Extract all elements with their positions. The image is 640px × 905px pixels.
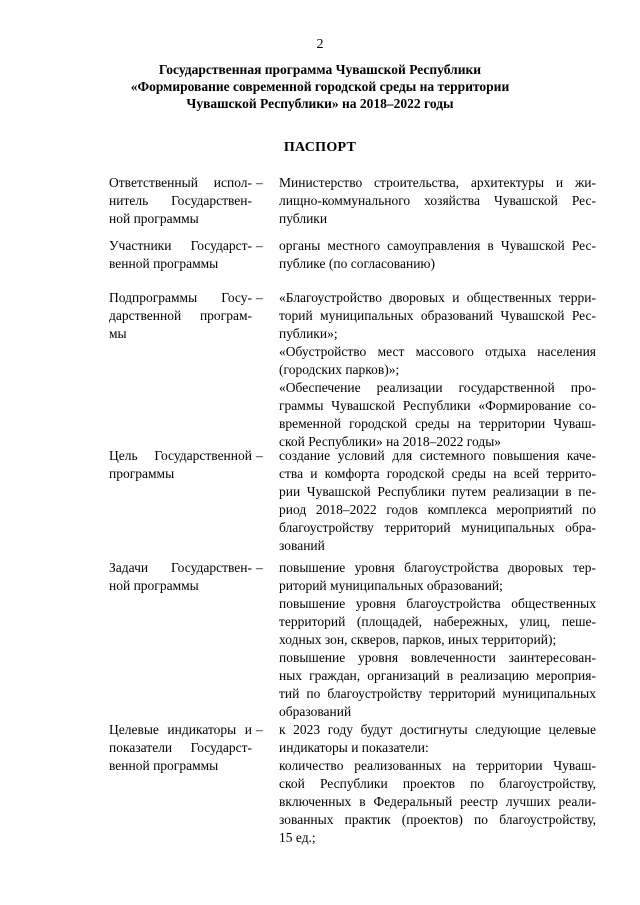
- row-value-line: торий муниципальных образований Чувашской Рес-: [279, 308, 596, 323]
- row-dash: –: [256, 722, 263, 737]
- row-value-line: зований: [279, 538, 325, 553]
- row-label-line: венной программы: [109, 758, 219, 773]
- row-label: [109, 721, 252, 775]
- row-value-line: граммы Чувашской Республики «Формирование со-: [279, 398, 596, 413]
- row-value-line: органы местного самоуправления в Чувашской Рес-: [279, 238, 596, 253]
- row-value-line: к 2023 году будут достигнуты следующие целевые: [279, 722, 596, 737]
- row-label-line: Ответственный испол-: [109, 175, 252, 190]
- row-dash: –: [256, 175, 263, 190]
- row-value-line: ства и комфорта городской среды на всей террито-: [279, 466, 596, 481]
- row-value-line: количество реализованных на территории Чуваш-: [279, 758, 596, 773]
- row-label-line: ной программы: [109, 211, 199, 226]
- row-value-line: «Обустройство мест массового отдыха населения: [279, 344, 596, 359]
- row-label-line: Участники Государст-: [109, 238, 252, 253]
- row-value: [279, 721, 596, 847]
- row-value-paragraph: [279, 289, 596, 343]
- row-label-line: показатели Государст-: [109, 740, 252, 755]
- row-value-line: ходных зон, скверов, парков, иных территорий);: [279, 632, 557, 647]
- row-value-paragraph: [279, 595, 596, 649]
- page-number: 2: [316, 37, 324, 52]
- row-value-line: зованных практик (проектов) по благоустройству,: [279, 812, 596, 827]
- row-label-line: Целевые индикаторы и: [109, 722, 252, 737]
- row-value-paragraph: [279, 649, 596, 721]
- row-value-line: лищно-коммунального хозяйства Чувашской Рес-: [279, 193, 596, 208]
- row-value-paragraph: [279, 721, 596, 757]
- row-value-paragraph: [279, 379, 596, 451]
- row-value-paragraph: [279, 757, 596, 847]
- passport-heading: ПАСПОРТ: [283, 140, 357, 155]
- row-label: [109, 559, 252, 595]
- row-value-line: публики»;: [279, 326, 338, 341]
- row-value-paragraph: [279, 237, 596, 273]
- row-value-paragraph: [279, 447, 596, 555]
- title-line-1: Государственная программа Чувашской Республики: [158, 62, 482, 77]
- row-value: [279, 447, 596, 555]
- row-dash: –: [256, 448, 263, 463]
- row-value-line: тий по благоустройству территорий муниципальных: [279, 686, 596, 701]
- row-value-paragraph: [279, 174, 596, 228]
- row-dash: –: [256, 290, 263, 305]
- row-label-line: Задачи Государствен-: [109, 560, 252, 575]
- row-label: [109, 174, 252, 228]
- row-label-line: дарственной програм-: [109, 308, 252, 323]
- row-value-line: (городских парков)»;: [279, 362, 400, 377]
- row-value-line: публики: [279, 211, 328, 226]
- row-value-line: временной городской среды на территории Чуваш-: [279, 416, 596, 431]
- row-value-line: публике (по согласованию): [279, 256, 436, 271]
- row-value-line: повышение уровня вовлеченности заинтересован-: [279, 650, 596, 665]
- row-value-line: образований: [279, 704, 352, 719]
- row-label-line: венной программы: [109, 256, 219, 271]
- title-line-2: «Формирование современной городской среды на территории: [130, 79, 510, 94]
- row-dash: –: [256, 560, 263, 575]
- row-value-line: ской Республики проектов по благоустройству,: [279, 776, 596, 791]
- row-value-line: индикаторы и показатели:: [279, 740, 429, 755]
- row-value-line: 15 ед.;: [279, 830, 316, 845]
- row-value-line: создание условий для системного повышения каче-: [279, 448, 596, 463]
- row-label-line: нитель Государствен-: [109, 193, 252, 208]
- row-label-line: программы: [109, 466, 175, 481]
- row-value-line: Министерство строительства, архитектуры и жи-: [279, 175, 596, 190]
- row-value: [279, 289, 596, 451]
- row-value-line: ской Республики» на 2018–2022 годы»: [279, 434, 502, 449]
- row-value-line: повышение уровня благоустройства дворовых тер-: [279, 560, 596, 575]
- row-label-line: Цель Государственной: [109, 448, 252, 463]
- row-label-line: мы: [109, 326, 127, 341]
- title-line-3: Чувашской Республики» на 2018–2022 годы: [186, 96, 454, 111]
- row-value-line: повышение уровня благоустройства общественных: [279, 596, 596, 611]
- row-label: [109, 237, 252, 273]
- row-value-line: благоустройству территорий муниципальных обра-: [279, 520, 596, 535]
- row-value-line: риторий муниципальных образований;: [279, 578, 503, 593]
- row-value-line: включенных в Федеральный реестр лучших реали-: [279, 794, 596, 809]
- row-label: [109, 289, 252, 343]
- row-dash: –: [256, 238, 263, 253]
- row-value: [279, 174, 596, 228]
- row-value-line: ных граждан, организаций в реализацию мероприя-: [279, 668, 596, 683]
- row-label: [109, 447, 252, 483]
- row-value-paragraph: [279, 559, 596, 595]
- row-value: [279, 237, 596, 273]
- row-label-line: ной программы: [109, 578, 199, 593]
- document-title: [60, 61, 580, 112]
- row-value: [279, 559, 596, 721]
- row-value-paragraph: [279, 343, 596, 379]
- row-value-line: риод 2018–2022 годов комплекса мероприятий по: [279, 502, 596, 517]
- row-value-line: «Обеспечение реализации государственной про-: [279, 380, 596, 395]
- row-value-line: «Благоустройство дворовых и общественных терри-: [279, 290, 596, 305]
- row-value-line: территорий (площадей, набережных, улиц, пеше-: [279, 614, 596, 629]
- row-value-line: рии Чувашской Республики путем реализации в пе-: [279, 484, 596, 499]
- row-label-line: Подпрограммы Госу-: [109, 290, 252, 305]
